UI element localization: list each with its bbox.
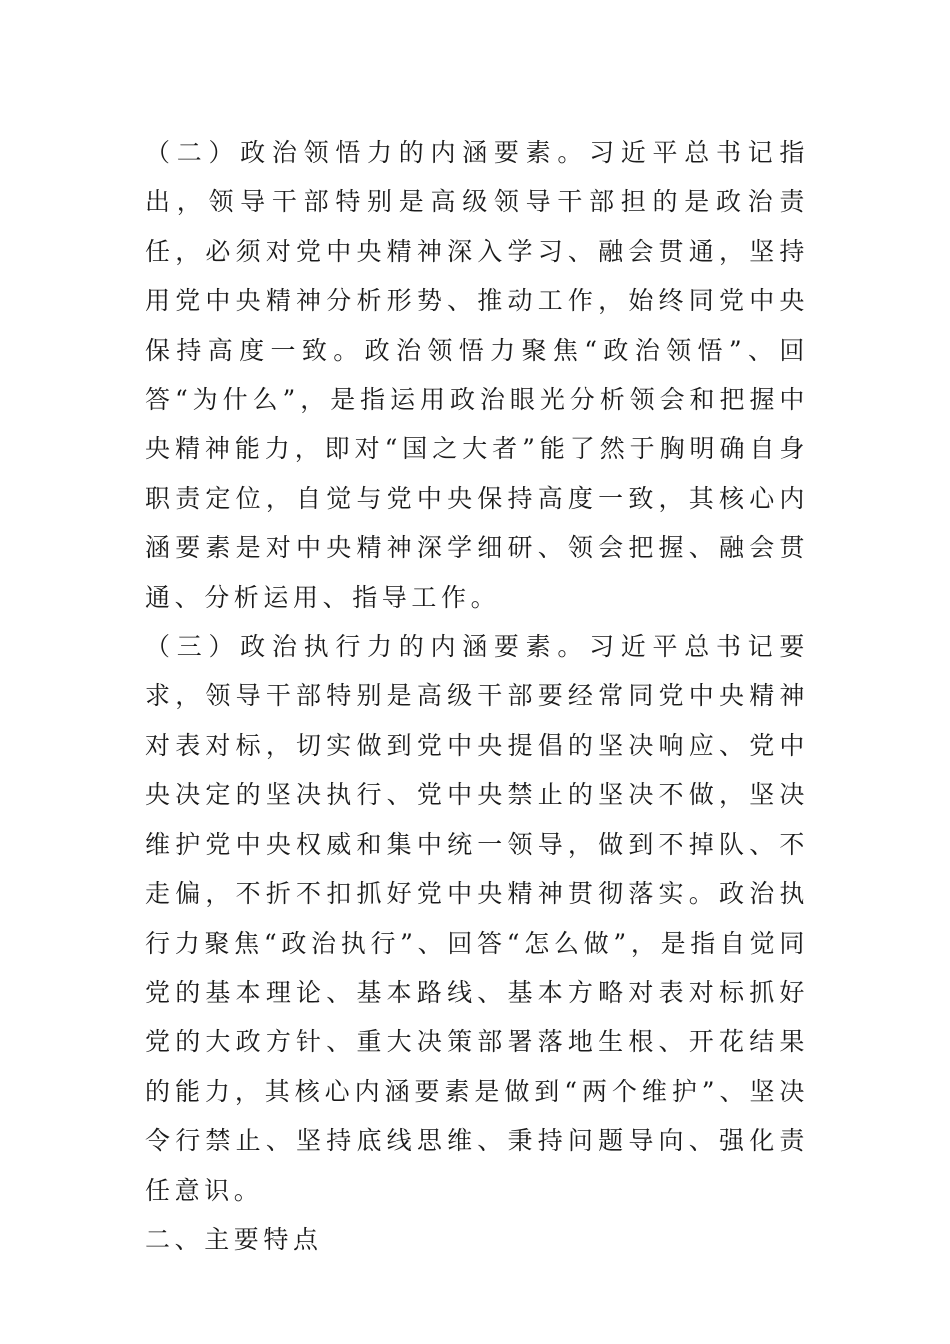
section-heading: 二、主要特点 xyxy=(145,1224,323,1254)
document-body xyxy=(145,128,809,1264)
paragraph-political-comprehension: （二）政治领悟力的内涵要素。习近平总书记指出，领导干部特别是高级领导干部担的是政治责任，必须对党中央精神深入学习、融会贯通，坚持用党中央精神分析形势、推动工作，始终同党中央保持高度一致。政治领悟力聚焦“政治领悟”、回答“为什么”，是指运用政治眼光分析领会和把握中央精神能力，即对“国之大者”能了然于胸明确自身职责定位，自觉与党中央保持高度一致，其核心内涵要素是对中央精神深学细研、领会把握、融会贯通、分析运用、指导工作。 xyxy=(145,138,809,612)
paragraph-political-execution: （三）政治执行力的内涵要素。习近平总书记要求，领导干部特别是高级干部要经常同党中央精神对表对标，切实做到党中央提倡的坚决响应、党中央决定的坚决执行、党中央禁止的坚决不做，坚决维护党中央权威和集中统一领导，做到不掉队、不走偏，不折不扣抓好党中央精神贯彻落实。政治执行力聚焦“政治执行”、回答“怎么做”，是指自觉同党的基本理论、基本路线、基本方略对表对标抓好党的大政方针、重大决策部署落地生根、开花结果的能力，其核心内涵要素是做到“两个维护”、坚决令行禁止、坚持底线思维、秉持问题导向、强化责任意识。 xyxy=(145,632,809,1205)
